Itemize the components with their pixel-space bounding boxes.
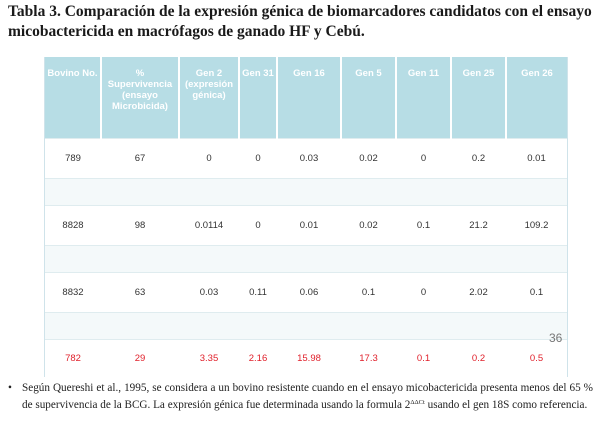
cell-gen-2: 0 [179, 139, 239, 179]
footnote-text-before: Según Quereshi et al., 1995, se considera a un bovino resistente cuando en el ensayo micobactericida presenta menos del 65 % de supervivencia de la BCG. La expresión génica fue determinada usando la formula 2 [22, 382, 593, 411]
table-spacer-row [45, 179, 567, 206]
cell-bovino: 8828 [45, 206, 101, 246]
cell-gen-16: 15.98 [277, 340, 341, 378]
table-spacer-row [45, 313, 567, 340]
cell-gen-31: 0.11 [239, 273, 277, 313]
cell-gen-26: 0.1 [506, 273, 567, 313]
cell-gen-11: 0.1 [396, 340, 451, 378]
cell-gen-2: 3.35 [179, 340, 239, 378]
header-gen-11: Gen 11 [396, 57, 451, 139]
cell-supervivencia: 29 [101, 340, 179, 378]
biomarker-expression-table [45, 57, 567, 377]
table-row [45, 139, 567, 179]
cell-gen-31: 2.16 [239, 340, 277, 378]
table-header-row [45, 57, 567, 139]
cell-gen-11: 0.1 [396, 206, 451, 246]
header-gen-25: Gen 25 [451, 57, 506, 139]
page-number: 36 [549, 331, 563, 345]
bullet-icon: • [8, 382, 12, 394]
data-table-container [44, 57, 568, 377]
cell-gen-25: 0.2 [451, 340, 506, 378]
cell-gen-25: 0.2 [451, 139, 506, 179]
cell-gen-16: 0.01 [277, 206, 341, 246]
header-gen-5: Gen 5 [341, 57, 396, 139]
cell-gen-26: 0.01 [506, 139, 567, 179]
table-row-highlighted [45, 340, 567, 378]
table-title: Tabla 3. Comparación de la expresión génica de biomarcadores candidatos con el ensayo micobactericida en macrófagos de ganado HF y Cebú. [8, 3, 592, 40]
cell-gen-11: 0 [396, 273, 451, 313]
header-bovino: Bovino No. [45, 57, 101, 139]
cell-bovino: 8832 [45, 273, 101, 313]
cell-gen-5: 0.02 [341, 139, 396, 179]
footnote [8, 382, 593, 412]
cell-gen-26: 0.5 [506, 340, 567, 378]
header-gen-26: Gen 26 [506, 57, 567, 139]
cell-gen-31: 0 [239, 139, 277, 179]
cell-supervivencia: 63 [101, 273, 179, 313]
cell-gen-5: 0.1 [341, 273, 396, 313]
table-spacer-row [45, 246, 567, 273]
footnote-text-after: usando el gen 18S como referencia. [424, 398, 588, 411]
header-gen-2: Gen 2 (expresión génica) [179, 57, 239, 139]
header-gen-16: Gen 16 [277, 57, 341, 139]
cell-gen-11: 0 [396, 139, 451, 179]
cell-bovino: 789 [45, 139, 101, 179]
cell-gen-2: 0.0114 [179, 206, 239, 246]
cell-gen-2: 0.03 [179, 273, 239, 313]
header-supervivencia: % Supervivencia (ensayo Microbicida) [101, 57, 179, 139]
cell-gen-26: 109.2 [506, 206, 567, 246]
footnote-text [22, 382, 593, 412]
cell-gen-25: 21.2 [451, 206, 506, 246]
table-row [45, 206, 567, 246]
cell-gen-16: 0.03 [277, 139, 341, 179]
cell-gen-5: 17.3 [341, 340, 396, 378]
cell-supervivencia: 67 [101, 139, 179, 179]
cell-gen-16: 0.06 [277, 273, 341, 313]
cell-gen-5: 0.02 [341, 206, 396, 246]
cell-bovino: 782 [45, 340, 101, 378]
cell-supervivencia: 98 [101, 206, 179, 246]
table-row [45, 273, 567, 313]
cell-gen-25: 2.02 [451, 273, 506, 313]
header-gen-31: Gen 31 [239, 57, 277, 139]
footnote-superscript: ΔΔCt [410, 398, 425, 406]
cell-gen-31: 0 [239, 206, 277, 246]
